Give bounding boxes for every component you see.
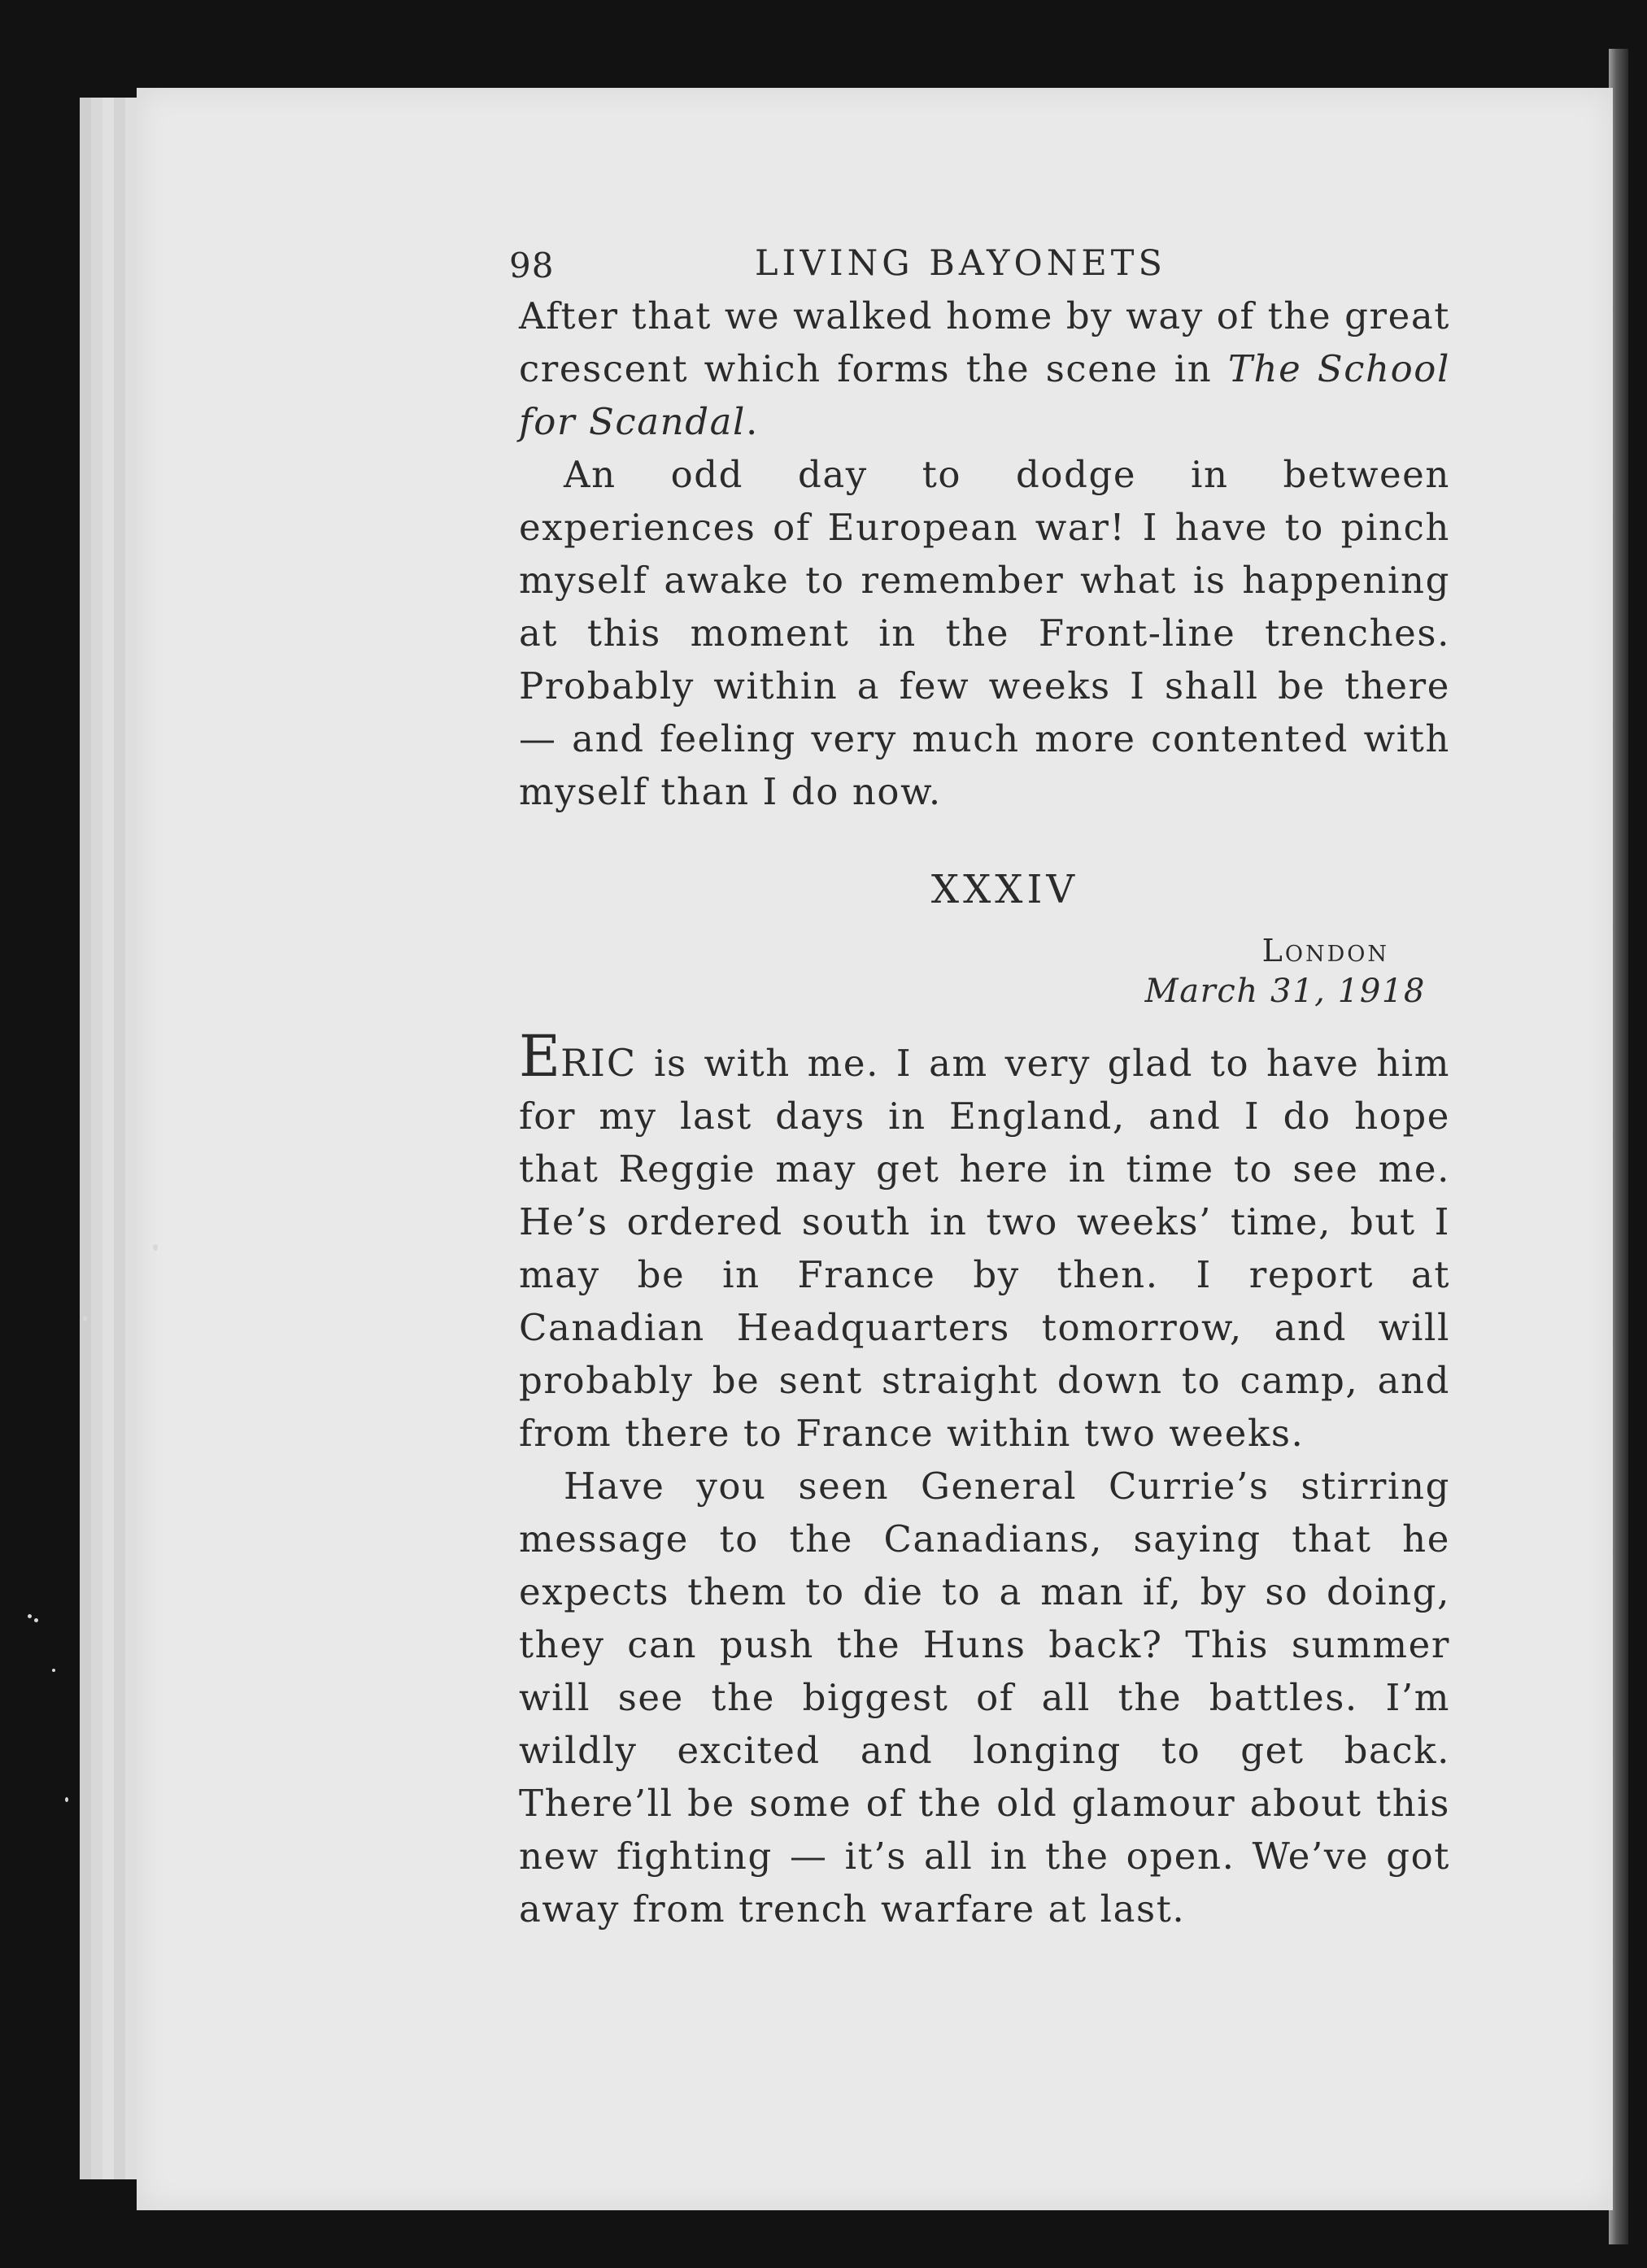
page-text (509, 221, 1450, 1935)
opening-word-rest: RIC (560, 1041, 638, 1085)
paragraph-text: After that we walked home by way of the great crescent which forms the scene in (519, 294, 1450, 390)
paragraph-text: is with me. I am very glad to have him for my last days in England, and I do hope that Reggie may get here in time to see me. He’s ordered south in two weeks’ time, but I may be in France by then. I report at Canadian Headquarters tomorrow, and will probably be sent straight down to camp, and from there to France within two weeks. (519, 1042, 1450, 1455)
running-head (509, 221, 1450, 286)
dateline (519, 930, 1450, 1012)
paragraph (519, 1023, 1450, 1460)
page-number: 98 (509, 246, 555, 285)
work-title: The School for Scandal (519, 347, 1450, 443)
paragraph-text: . (746, 400, 759, 443)
chapter-body (519, 1023, 1450, 1935)
paragraph: Have you seen General Currie’s stirring message to the Canadians, saying that he expects them to die to a man if, by so doing, they can push the Huns back? This summer will see the biggest of all the battles. I’m wildly excited and longing to get back. There’ll be some of the old glamour about this new fighting — it’s all in the open. We’ve got away from trench warfare at last. (519, 1465, 1450, 1931)
chapter-heading: XXXIV (930, 867, 1079, 912)
book-title: LIVING BAYONETS (755, 243, 1166, 284)
paragraph (519, 289, 1450, 448)
paragraph: An odd day to dodge in between experiences of European war! I have to pinch myself awake to remember what is happening at this moment in the Front-line trenches. Probably within a few weeks I shall be there — and feeling very much more contented with myself than I do now. (519, 453, 1450, 813)
drop-cap: E (519, 1023, 561, 1090)
dateline-date: March 31, 1918 (1144, 973, 1426, 1010)
dateline-place: London (1261, 933, 1389, 969)
